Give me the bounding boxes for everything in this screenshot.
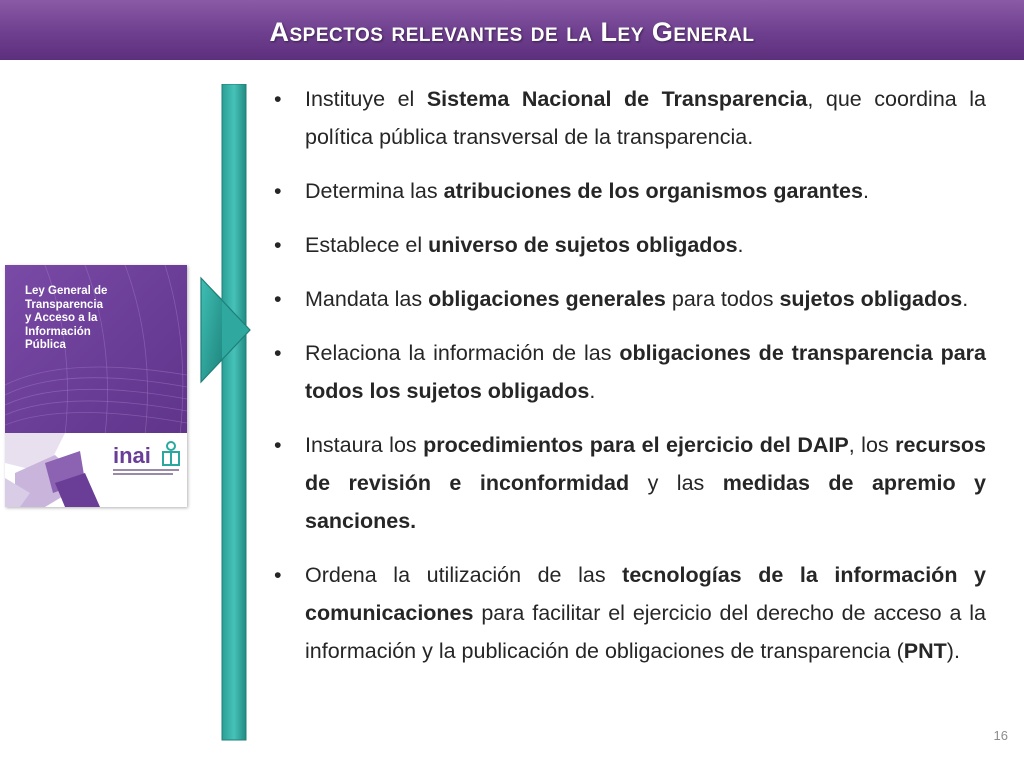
bullet-item [274, 80, 986, 156]
bullet-bold-text: Sistema Nacional de Transparencia [426, 87, 808, 111]
bullet-text: Relaciona la información de las [305, 341, 620, 365]
bullet-text: Determina las [305, 179, 444, 203]
page-number: 16 [993, 728, 1008, 743]
book-title [25, 285, 135, 353]
bullet-list [274, 80, 986, 686]
book-title-line: Información [25, 325, 91, 338]
bullet-bold-text: medidas de apremio y sanciones. [305, 471, 986, 533]
bullet-dot-icon: • [274, 87, 282, 111]
book-cover-image [5, 265, 187, 507]
bullet-item [274, 556, 986, 670]
inai-logo-icon [161, 441, 181, 467]
bullet-bold-text: recursos de revisión e inconformidad [305, 433, 986, 495]
bullet-text: Instituye el [305, 87, 427, 111]
bullet-item [274, 172, 986, 210]
bullet-text: , los [848, 433, 896, 457]
bullet-dot-icon: • [274, 287, 282, 311]
bullet-bold-text: procedimientos para el ejercicio del DAIP [423, 433, 849, 457]
bullet-bold-text: obligaciones de transparencia para todos los sujetos obligados [305, 341, 986, 403]
book-title-line: Ley General de [25, 285, 108, 297]
book-title-line: y Acceso a la [25, 312, 98, 324]
teal-arrow-icon [198, 84, 258, 744]
bullet-text: Establece el [305, 233, 429, 257]
bullet-bold-text: tecnologías de la información y comunicaciones [305, 563, 986, 625]
book-title-line: Pública [25, 339, 66, 351]
bullet-text: ). [946, 639, 960, 663]
bullet-text: Ordena la utilización de las [305, 563, 623, 587]
bullet-bold-text: PNT [903, 639, 947, 663]
bullet-item [274, 280, 986, 318]
bullet-bold-text: universo de sujetos obligados [428, 233, 738, 257]
bullet-bold-text: obligaciones generales [428, 287, 666, 311]
book-title-line: Transparencia [25, 298, 103, 311]
bullet-item [274, 334, 986, 410]
bullet-bold-text: atribuciones de los organismos garantes [443, 179, 863, 203]
bullet-text: Mandata las [305, 287, 429, 311]
bullet-dot-icon: • [274, 341, 282, 365]
bullet-text: para todos [665, 287, 780, 311]
bullet-text: . [737, 233, 744, 257]
inai-logo-subtitle [113, 468, 183, 478]
bullet-dot-icon: • [274, 179, 282, 203]
bullet-text: . [962, 287, 969, 311]
bullet-text: . [862, 179, 869, 203]
bullet-text: Instaura los [305, 433, 424, 457]
bullet-item [274, 226, 986, 264]
bullet-text: , que coordina la política pública transversal de la transparencia. [305, 87, 986, 149]
bullet-dot-icon: • [274, 563, 282, 587]
slide-title: Aspectos relevantes de la Ley General [269, 17, 755, 47]
bullet-text: para facilitar el ejercicio del derecho de acceso a la información y la publicación de obligaciones de transparencia ( [305, 601, 986, 663]
bullet-dot-icon: • [274, 233, 282, 257]
bullet-dot-icon: • [274, 433, 282, 457]
inai-logo-text: inai [113, 443, 151, 468]
bullet-text: y las [629, 471, 723, 495]
bullet-text: . [589, 379, 596, 403]
bullet-bold-text: sujetos obligados [779, 287, 963, 311]
bullet-item [274, 426, 986, 540]
